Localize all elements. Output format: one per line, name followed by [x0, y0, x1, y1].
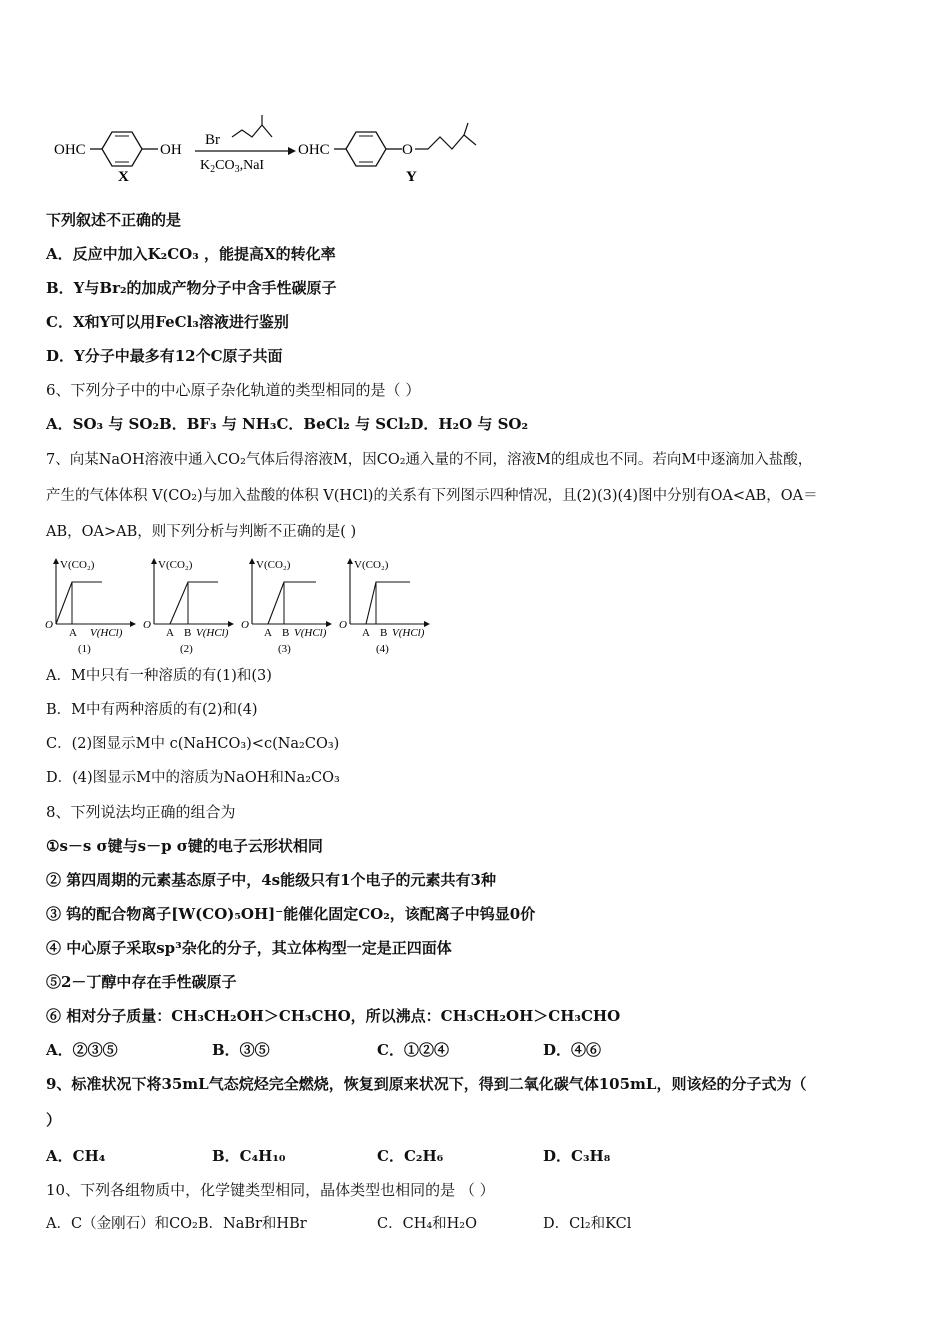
q10-option-c: C．CH₄和H₂O	[377, 1216, 477, 1232]
q8-stem: 8、下列说法均正确的组合为	[46, 803, 236, 821]
graph-4-origin: O	[339, 619, 347, 631]
graph-1	[45, 558, 136, 655]
graph-4-xlabel: V(HCl)	[392, 627, 425, 639]
q5-option-d: D．Y分子中最多有12个C原子共面	[46, 347, 283, 365]
q7-option-b: B．M中有两种溶质的有(2)和(4)	[46, 702, 258, 718]
q7-option-c: C．(2)图显示M中 c(NaHCO₃)<c(Na₂CO₃)	[46, 736, 340, 752]
q10-option-ab: A．C（金刚石）和CO₂B．NaBr和HBr	[46, 1216, 307, 1232]
graph-2-origin: O	[143, 619, 151, 631]
graph-3-ylabel: V(CO₂)	[256, 559, 291, 571]
q7-stem-line1: 7、向某NaOH溶液中通入CO₂气体后得溶液M，因CO₂通入量的不同，溶液M的组成也不同。若向M中逐滴加入盐酸，	[46, 452, 813, 468]
graph-1-xlabel: V(HCl)	[90, 627, 123, 639]
q8-statement-5: ⑤2－丁醇中存在手性碳原子	[46, 973, 237, 991]
graph-1-caption: (1)	[78, 643, 91, 655]
q9-stem-line2: ）	[46, 1111, 62, 1129]
q9-option-c: C．C₂H₆	[377, 1147, 444, 1165]
q9-option-b: B．C₄H₁₀	[212, 1147, 286, 1165]
product-left-group: OHC	[298, 142, 330, 158]
q8-statement-4: ④ 中心原子采取sp³杂化的分子，其立体构型一定是正四面体	[46, 939, 452, 957]
q8-option-b: B．③⑤	[212, 1041, 270, 1059]
graph-2-caption: (2)	[180, 643, 193, 655]
q10-option-d: D．Cl₂和KCl	[543, 1216, 632, 1232]
q5-option-c: C．X和Y可以用FeCl₃溶液进行鉴别	[46, 313, 289, 331]
graph-3-point-a: A	[264, 627, 272, 639]
graph-3-point-b: B	[282, 627, 290, 639]
q8-statement-2: ② 第四周期的元素基态原子中，4s能级只有1个电子的元素共有3种	[46, 871, 496, 889]
q8-option-a: A．②③⑤	[46, 1041, 118, 1059]
graph-3	[241, 558, 332, 655]
q9-option-a: A．CH₄	[46, 1147, 106, 1165]
graph-4-caption: (4)	[376, 643, 389, 655]
graph-3-origin: O	[241, 619, 249, 631]
q5-option-a: A．反应中加入K₂CO₃ ，能提高X的转化率	[46, 245, 336, 263]
graph-3-caption: (3)	[278, 643, 291, 655]
reagent-top: Br	[205, 132, 220, 148]
graph-1-origin: O	[45, 619, 53, 631]
graph-4-point-b: B	[380, 627, 388, 639]
graph-1-point-a: A	[69, 627, 77, 639]
graph-4-curve	[366, 582, 410, 624]
graph-2-point-b: B	[184, 627, 192, 639]
reaction-scheme	[40, 115, 500, 195]
graph-1-ylabel: V(CO₂)	[60, 559, 95, 571]
q10-stem: 10、下列各组物质中，化学键类型相同，晶体类型也相同的是 （ ）	[46, 1181, 495, 1199]
q5-option-b: B．Y与Br₂的加成产物分子中含手性碳原子	[46, 279, 337, 297]
reactant-right-group: OH	[160, 142, 182, 158]
q7-stem-line2: 产生的气体体积 V(CO₂)与加入盐酸的体积 V(HCl)的关系有下列图示四种情况，且(2)(3)(4)图中分别有OA<AB，OA＝	[46, 488, 818, 504]
reactant-name: X	[118, 169, 129, 185]
q8-option-d: D．④⑥	[543, 1041, 602, 1059]
benzene-ring-y	[346, 132, 386, 166]
graph-2-curve	[170, 582, 218, 624]
graph-4	[339, 558, 430, 655]
graph-4-ylabel: V(CO₂)	[354, 559, 389, 571]
graph-2-xlabel: V(HCl)	[196, 627, 229, 639]
q8-option-c: C．①②④	[377, 1041, 449, 1059]
q9-option-d: D．C₃H₈	[543, 1147, 611, 1165]
product-oxygen: O	[402, 142, 413, 158]
q8-statement-1: ①s－s σ键与s－p σ键的电子云形状相同	[46, 837, 323, 855]
q7-option-a: A．M中只有一种溶质的有(1)和(3)	[46, 668, 272, 684]
graph-3-curve	[268, 582, 316, 624]
graph-4-point-a: A	[362, 627, 370, 639]
reagent-bottom: $K_2CO_3,NaI$	[200, 158, 265, 175]
graph-2-ylabel: V(CO₂)	[158, 559, 193, 571]
q5-stem: 下列叙述不正确的是	[46, 211, 182, 229]
q6-options: A．SO₃ 与 SO₂B．BF₃ 与 NH₃C．BeCl₂ 与 SCl₂D．H₂O 与 SO₂	[46, 415, 529, 433]
benzene-ring-x	[102, 132, 142, 166]
q7-graphs	[42, 556, 442, 656]
reaction-arrow-head	[288, 147, 296, 155]
prenyl-chain-product	[415, 135, 476, 149]
q7-option-d: D．(4)图显示M中的溶质为NaOH和Na₂CO₃	[46, 770, 340, 786]
graph-1-curve	[56, 582, 102, 624]
prenyl-chain-reagent	[232, 125, 272, 137]
reactant-left-group: OHC	[54, 142, 86, 158]
q7-stem-line3: AB，OA>AB，则下列分析与判断不正确的是( )	[46, 524, 357, 540]
graph-3-xlabel: V(HCl)	[294, 627, 327, 639]
graph-2-point-a: A	[166, 627, 174, 639]
q8-statement-6: ⑥ 相对分子质量：CH₃CH₂OH＞CH₃CHO，所以沸点：CH₃CH₂OH＞CH₃CHO	[46, 1007, 621, 1025]
graph-2	[143, 558, 234, 655]
q9-stem-line1: 9、标准状况下将35mL气态烷烃完全燃烧，恢复到原来状况下，得到二氧化碳气体105mL，则该烃的分子式为（	[46, 1075, 807, 1093]
product-name: Y	[406, 169, 417, 185]
q6-stem: 6、下列分子中的中心原子杂化轨道的类型相同的是（ ）	[46, 381, 421, 399]
q8-statement-3: ③ 钨的配合物离子[W(CO)₅OH]⁻能催化固定CO₂，该配离子中钨显0价	[46, 905, 536, 923]
